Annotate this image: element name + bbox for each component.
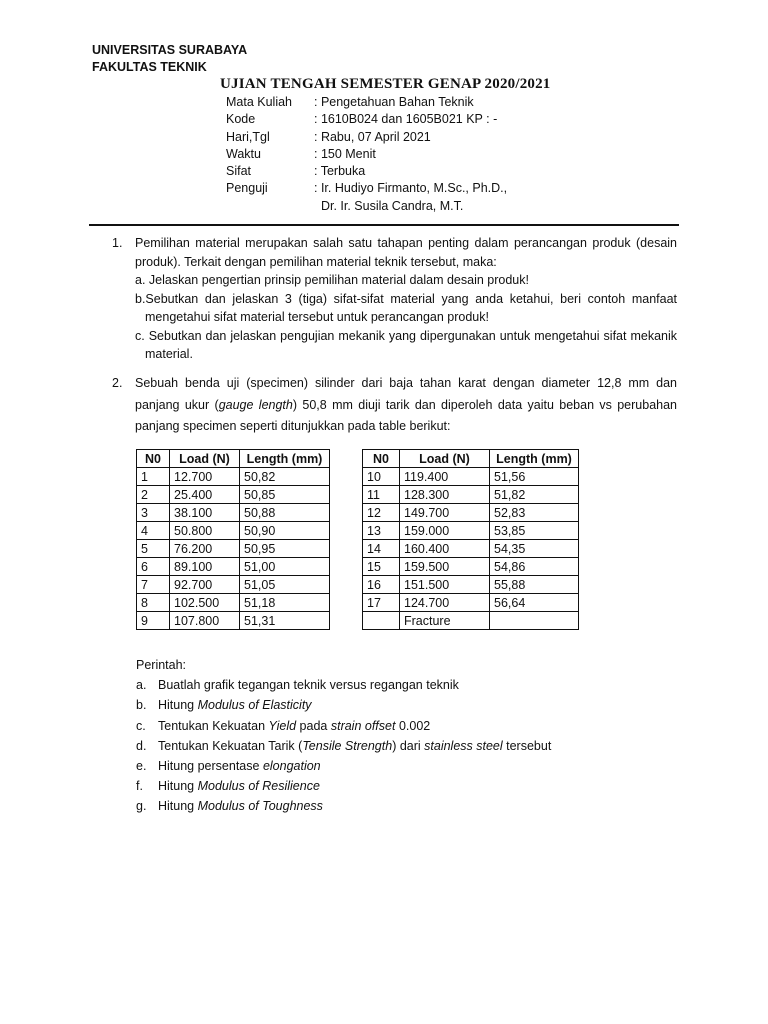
table-cell: 16 bbox=[363, 576, 400, 594]
table-cell: 10 bbox=[363, 468, 400, 486]
table-cell: 8 bbox=[137, 594, 170, 612]
meta-row bbox=[226, 111, 507, 128]
meta-key: Hari,Tgl bbox=[226, 129, 270, 144]
table-row bbox=[137, 486, 330, 504]
list-item bbox=[136, 796, 551, 816]
table-header-row bbox=[363, 450, 579, 468]
table-row bbox=[137, 540, 330, 558]
meta-row bbox=[226, 94, 507, 111]
table-cell: 56,64 bbox=[490, 594, 579, 612]
list-item-letter: f. bbox=[136, 779, 143, 794]
meta-key: Waktu bbox=[226, 146, 261, 161]
faculty-name: FAKULTAS TEKNIK bbox=[92, 60, 207, 74]
question-1-intro: Pemilihan material merupakan salah satu tahapan penting dalam perancangan produk (desain produk). Terkait dengan pemilihan material teknik tersebut, maka: bbox=[135, 236, 677, 269]
table-cell: 55,88 bbox=[490, 576, 579, 594]
list-item-letter: d. bbox=[136, 738, 147, 753]
meta-value: : 150 Menit bbox=[314, 146, 376, 161]
table-cell: 17 bbox=[363, 594, 400, 612]
data-table-left bbox=[136, 449, 330, 630]
data-table-right bbox=[362, 449, 579, 630]
meta-key: Kode bbox=[226, 112, 256, 127]
table-cell: 7 bbox=[137, 576, 170, 594]
table-cell: 151.500 bbox=[400, 576, 490, 594]
meta-key bbox=[226, 198, 314, 215]
table-cell: Fracture bbox=[400, 612, 490, 630]
list-item bbox=[136, 716, 551, 736]
table-cell: 38.100 bbox=[170, 504, 240, 522]
column-header: Load (N) bbox=[170, 450, 240, 468]
divider bbox=[89, 224, 679, 226]
list-item-text: Hitung Modulus of Elasticity bbox=[158, 698, 312, 713]
list-item-text: Tentukan Kekuatan Yield pada strain offset 0.002 bbox=[158, 718, 431, 733]
meta-value: : Rabu, 07 April 2021 bbox=[314, 129, 431, 144]
instructions bbox=[136, 655, 551, 817]
list-item-text: Hitung persentase elongation bbox=[158, 759, 321, 774]
table-cell: 13 bbox=[363, 522, 400, 540]
table-cell: 159.000 bbox=[400, 522, 490, 540]
meta-value: : Ir. Hudiyo Firmanto, M.Sc., Ph.D., bbox=[314, 181, 508, 196]
exam-meta bbox=[226, 94, 507, 215]
table-cell: 3 bbox=[137, 504, 170, 522]
table-cell: 15 bbox=[363, 558, 400, 576]
list-item-text: Hitung Modulus of Toughness bbox=[158, 799, 323, 814]
table-cell: 5 bbox=[137, 540, 170, 558]
table-cell: 51,31 bbox=[240, 612, 330, 630]
table-cell: 160.400 bbox=[400, 540, 490, 558]
list-item bbox=[136, 675, 551, 695]
table-row bbox=[363, 540, 579, 558]
table-cell: 51,05 bbox=[240, 576, 330, 594]
table-cell bbox=[490, 612, 579, 630]
table-cell: 52,83 bbox=[490, 504, 579, 522]
table-cell: 50.800 bbox=[170, 522, 240, 540]
question-1-b: b.Sebutkan dan jelaskan 3 (tiga) sifat-sifat material yang anda ketahui, beri contoh manfaat mengetahui sifat material tersebut untuk perancangan produk! bbox=[135, 291, 677, 324]
meta-row bbox=[226, 129, 507, 146]
list-item-letter: e. bbox=[136, 759, 147, 774]
table-cell: 50,90 bbox=[240, 522, 330, 540]
exam-title: UJIAN TENGAH SEMESTER GENAP 2020/2021 bbox=[220, 76, 551, 92]
table-cell: 2 bbox=[137, 486, 170, 504]
table-cell: 51,00 bbox=[240, 558, 330, 576]
table-cell: 159.500 bbox=[400, 558, 490, 576]
table-row bbox=[137, 576, 330, 594]
list-item-text: Tentukan Kekuatan Tarik (Tensile Strength) dari stainless steel tersebut bbox=[158, 738, 552, 753]
column-header: N0 bbox=[363, 450, 400, 468]
table-row bbox=[363, 612, 579, 630]
table-cell: 14 bbox=[363, 540, 400, 558]
meta-value: : 1610B024 dan 1605B021 KP : - bbox=[314, 112, 498, 127]
table-cell: 54,86 bbox=[490, 558, 579, 576]
table-cell: 102.500 bbox=[170, 594, 240, 612]
table-header-row bbox=[137, 450, 330, 468]
list-item-letter: a. bbox=[136, 678, 147, 693]
table-row bbox=[363, 594, 579, 612]
table-cell bbox=[363, 612, 400, 630]
table-cell: 11 bbox=[363, 486, 400, 504]
table-cell: 1 bbox=[137, 468, 170, 486]
table-row bbox=[363, 468, 579, 486]
instructions-heading: Perintah: bbox=[136, 658, 187, 672]
list-item-text: Hitung Modulus of Resilience bbox=[158, 779, 320, 794]
question-2 bbox=[112, 373, 677, 438]
list-item bbox=[136, 736, 551, 756]
table-cell: 51,18 bbox=[240, 594, 330, 612]
table-cell: 12.700 bbox=[170, 468, 240, 486]
column-header: Load (N) bbox=[400, 450, 490, 468]
institution-header bbox=[92, 42, 247, 76]
list-item bbox=[136, 756, 551, 776]
table-row bbox=[363, 576, 579, 594]
list-item-letter: g. bbox=[136, 799, 147, 814]
table-cell: 50,88 bbox=[240, 504, 330, 522]
table-row bbox=[137, 522, 330, 540]
table-cell: 89.100 bbox=[170, 558, 240, 576]
table-cell: 76.200 bbox=[170, 540, 240, 558]
column-header: N0 bbox=[137, 450, 170, 468]
question-1-c: c. Sebutkan dan jelaskan pengujian mekanik yang dipergunakan untuk mengetahui sifat mekanik material. bbox=[135, 328, 677, 361]
table-row bbox=[137, 558, 330, 576]
meta-row bbox=[226, 180, 507, 197]
table-cell: 128.300 bbox=[400, 486, 490, 504]
table-cell: 54,35 bbox=[490, 540, 579, 558]
meta-value: Dr. Ir. Susila Candra, M.T. bbox=[314, 198, 464, 213]
column-header: Length (mm) bbox=[240, 450, 330, 468]
question-number: 1. bbox=[112, 236, 123, 250]
meta-value: : Terbuka bbox=[314, 164, 366, 179]
table-cell: 51,82 bbox=[490, 486, 579, 504]
question-2-text: Sebuah benda uji (specimen) silinder dari baja tahan karat dengan diameter 12,8 mm dan panjang ukur (gauge length) 50,8 mm diuji tarik dan diperoleh data yaitu beban vs perubahan panjang specimen seperti ditunjukkan pada table berikut: bbox=[135, 376, 678, 433]
meta-row bbox=[226, 198, 507, 215]
meta-row bbox=[226, 163, 507, 180]
meta-key: Sifat bbox=[226, 164, 252, 179]
table-row bbox=[363, 558, 579, 576]
list-item-text: Buatlah grafik tegangan teknik versus regangan teknik bbox=[158, 678, 459, 693]
meta-value: : Pengetahuan Bahan Teknik bbox=[314, 95, 474, 109]
table-cell: 124.700 bbox=[400, 594, 490, 612]
column-header: Length (mm) bbox=[490, 450, 579, 468]
table-cell: 107.800 bbox=[170, 612, 240, 630]
meta-key: Mata Kuliah bbox=[226, 95, 293, 109]
table-row bbox=[137, 594, 330, 612]
table-cell: 51,56 bbox=[490, 468, 579, 486]
table-row bbox=[137, 504, 330, 522]
university-name: UNIVERSITAS SURABAYA bbox=[92, 43, 248, 57]
list-item bbox=[136, 776, 551, 796]
table-cell: 50,95 bbox=[240, 540, 330, 558]
table-cell: 149.700 bbox=[400, 504, 490, 522]
table-cell: 12 bbox=[363, 504, 400, 522]
list-item-letter: b. bbox=[136, 698, 147, 713]
question-1-a: a. Jelaskan pengertian prinsip pemilihan material dalam desain produk! bbox=[135, 273, 529, 287]
question-1 bbox=[112, 234, 677, 364]
instructions-list bbox=[136, 675, 551, 816]
table-row bbox=[137, 468, 330, 486]
list-item bbox=[136, 695, 551, 715]
table-cell: 50,85 bbox=[240, 486, 330, 504]
meta-key: Penguji bbox=[226, 181, 268, 196]
list-item-letter: c. bbox=[136, 718, 146, 733]
table-cell: 119.400 bbox=[400, 468, 490, 486]
meta-row bbox=[226, 146, 507, 163]
table-cell: 50,82 bbox=[240, 468, 330, 486]
table-cell: 25.400 bbox=[170, 486, 240, 504]
table-row bbox=[137, 612, 330, 630]
table-cell: 92.700 bbox=[170, 576, 240, 594]
table-cell: 9 bbox=[137, 612, 170, 630]
table-row bbox=[363, 486, 579, 504]
table-cell: 6 bbox=[137, 558, 170, 576]
table-cell: 53,85 bbox=[490, 522, 579, 540]
table-cell: 4 bbox=[137, 522, 170, 540]
question-number: 2. bbox=[112, 376, 123, 390]
table-row bbox=[363, 504, 579, 522]
table-row bbox=[363, 522, 579, 540]
